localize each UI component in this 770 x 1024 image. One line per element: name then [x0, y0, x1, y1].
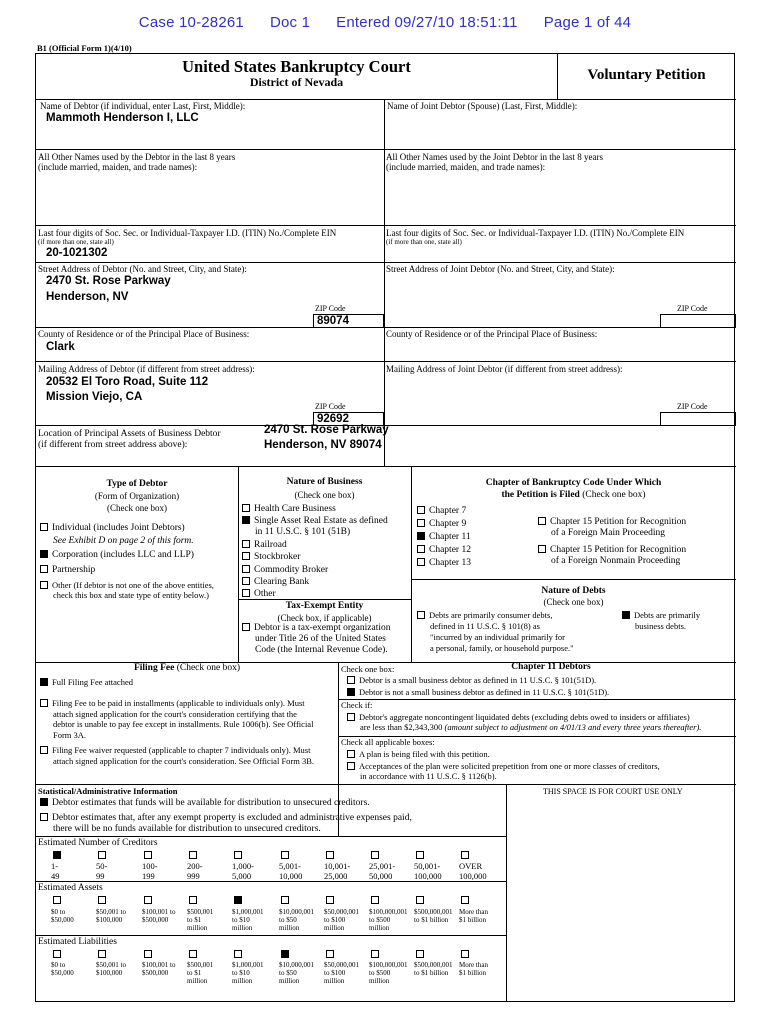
partnership-checkbox[interactable]	[40, 565, 48, 573]
corporation-checkbox[interactable]	[40, 550, 48, 558]
debtor-ein: 20-1021302	[46, 247, 108, 259]
creditors-option-5-label: 5,001- 10,000	[279, 861, 303, 881]
funds-available-option[interactable]: Debtor estimates that funds will be available for distribution to unsecured creditors.	[40, 798, 370, 809]
tax-exempt-sub: (Check box, if applicable)	[277, 613, 372, 623]
liabilities-option-9-checkbox[interactable]	[461, 950, 469, 958]
single-asset-checkbox[interactable]	[242, 516, 250, 524]
entered-date: Entered 09/27/10 18:51:11	[336, 14, 518, 31]
not-small-business-checkbox[interactable]	[347, 688, 355, 696]
creditors-option-8-label: 50,001- 100,000	[414, 861, 442, 881]
petition-title: Voluntary Petition	[587, 67, 706, 83]
chapter-11-checkbox[interactable]	[417, 532, 425, 540]
joint-zip-label: ZIP Code	[677, 304, 708, 313]
not-small-business-option[interactable]: Debtor is not a small business debtor as defined in 11 U.S.C. § 101(51D).	[347, 688, 609, 698]
installments-option[interactable]: Filing Fee to be paid in installments (applicable to individuals only). Must attach signed application for the court's consideration certifying that the debtor is unable to pay fee except in installments. Rule 1006(b). See Official Form 3A.	[40, 698, 313, 741]
location-line2: Henderson, NV 89074	[264, 439, 382, 451]
type-of-debtor-sub2: (Check one box)	[107, 503, 167, 513]
liabilities-option-2-checkbox[interactable]	[144, 950, 152, 958]
small-business-checkbox[interactable]	[347, 676, 355, 684]
assets-option-8-checkbox[interactable]	[416, 896, 424, 904]
no-funds-option[interactable]: Debtor estimates that, after any exempt property is excluded and administrative expenses paid, there will be no funds available for distribution to unsecured creditors.	[40, 813, 412, 835]
assets-option-7-checkbox[interactable]	[371, 896, 379, 904]
form-name: B1 (Official Form 1)(4/10)	[37, 43, 132, 53]
creditors-option-8-checkbox[interactable]	[416, 851, 424, 859]
chapter-7-option[interactable]: Chapter 7	[417, 506, 466, 517]
liabilities-option-0-label: $0 to $50,000	[51, 961, 74, 978]
debtor-county-label: County of Residence or of the Principal Place of Business:	[38, 329, 250, 339]
no-funds-checkbox[interactable]	[40, 813, 48, 821]
joint-name-label: Name of Joint Debtor (Spouse) (Last, First, Middle):	[387, 101, 578, 111]
liabilities-option-6-checkbox[interactable]	[326, 950, 334, 958]
creditors-option-4-label: 1,000- 5,000	[232, 861, 254, 881]
creditors-option-7-label: 25,001- 50,000	[369, 861, 396, 881]
debtor-street-line2: Henderson, NV	[46, 291, 129, 303]
nature-of-debts-title: Nature of Debts	[541, 586, 606, 596]
liabilities-option-7-checkbox[interactable]	[371, 950, 379, 958]
liabilities-option-0-checkbox[interactable]	[53, 950, 61, 958]
debtor-ein-note: (if more than one, state all)	[38, 238, 114, 246]
court-title: United States Bankruptcy Court	[182, 57, 411, 76]
fee-waiver-checkbox[interactable]	[40, 746, 48, 754]
acceptances-option[interactable]: Acceptances of the plan were solicited prepetition from one or more classes of creditors, in accordance with 11 U.S.C. § 1126(b).	[347, 762, 660, 782]
tax-exempt-title: Tax-Exempt Entity	[285, 601, 364, 611]
chapter-15-nonmain-checkbox[interactable]	[538, 545, 546, 553]
chapter-13-checkbox[interactable]	[417, 558, 425, 566]
chapter-7-checkbox[interactable]	[417, 506, 425, 514]
type-of-debtor-sub1: (Form of Organization)	[94, 491, 180, 501]
debtor-mailing-label: Mailing Address of Debtor (if different from street address):	[38, 364, 255, 374]
chapter-title-line1: Chapter of Bankruptcy Code Under Which	[485, 478, 662, 488]
debtor-mailing-line2: Mission Viejo, CA	[46, 391, 143, 403]
debtor-zip: 89074	[313, 314, 384, 327]
debtor-mailing-line1: 20532 El Toro Road, Suite 112	[46, 376, 209, 388]
debtor-other-names-label: All Other Names used by the Debtor in the last 8 years (include married, maiden, and trade names):	[38, 152, 236, 173]
joint-zip-box	[660, 314, 736, 327]
debtor-ein-label: Last four digits of Soc. Sec. or Individual-Taxpayer I.D. (ITIN) No./Complete EIN	[38, 228, 337, 238]
creditors-option-2-checkbox[interactable]	[144, 851, 152, 859]
liabilities-option-3-checkbox[interactable]	[189, 950, 197, 958]
chapter-9-option[interactable]: Chapter 9	[417, 519, 466, 530]
tax-exempt-option[interactable]: Debtor is a tax-exempt organization under Title 26 of the United States Code (the Internal Revenue Code).	[242, 623, 390, 656]
assets-option-5-label: $10,000,001 to $50 million	[279, 908, 314, 933]
aggregate-debts-option[interactable]: Debtor's aggregate noncontingent liquidated debts (excluding debts owed to insiders or affiliates) are less than $2,343,300 (amount subject to adjustment on 4/01/13 and every three years thereafter).	[347, 713, 701, 733]
creditors-option-6-checkbox[interactable]	[326, 851, 334, 859]
nature-of-business-title: Nature of Business	[286, 477, 363, 487]
assets-option-3-checkbox[interactable]	[189, 896, 197, 904]
chapter-15-nonmain-option[interactable]: Chapter 15 Petition for Recognition of a Foreign Nonmain Proceeding	[538, 545, 686, 567]
assets-option-2-checkbox[interactable]	[144, 896, 152, 904]
assets-option-9-checkbox[interactable]	[461, 896, 469, 904]
small-business-option[interactable]: Debtor is a small business debtor as defined in 11 U.S.C. § 101(51D).	[347, 676, 596, 686]
aggregate-debts-checkbox[interactable]	[347, 713, 355, 721]
assets-option-4-checkbox[interactable]	[234, 896, 242, 904]
individual-option[interactable]: Individual (includes Joint Debtors)	[40, 523, 185, 534]
liabilities-option-7-label: $100,000,001 to $500 million	[369, 961, 408, 986]
railroad-checkbox[interactable]	[242, 540, 250, 548]
check-one-label: Check one box:	[341, 664, 395, 674]
business-debts-option[interactable]: Debts are primarily business debts.	[622, 610, 700, 632]
chapter-11-option[interactable]: Chapter 11	[417, 532, 471, 543]
plan-filed-option[interactable]: A plan is being filed with this petition.	[347, 750, 490, 760]
business-clearing-bank[interactable]: Clearing Bank	[242, 577, 309, 588]
commodity-broker-checkbox[interactable]	[242, 565, 250, 573]
assets-option-2-label: $100,001 to $500,000	[142, 908, 176, 925]
debtor-zip-label: ZIP Code	[315, 304, 346, 313]
joint-mailing-zip-label: ZIP Code	[677, 402, 708, 411]
creditors-option-1-label: 50- 99	[96, 861, 108, 881]
liabilities-option-8-checkbox[interactable]	[416, 950, 424, 958]
corporation-option[interactable]: Corporation (includes LLC and LLP)	[40, 550, 194, 561]
joint-ein-note: (if more than one, state all)	[386, 238, 462, 246]
assets-option-6-label: $50,000,001 to $100 million	[324, 908, 359, 933]
creditors-option-6-label: 10,001- 25,000	[324, 861, 351, 881]
ecf-header	[0, 14, 770, 31]
creditors-option-3-checkbox[interactable]	[189, 851, 197, 859]
debtor-mailing-zip: 92692	[313, 412, 384, 425]
nature-of-business-sub: (Check one box)	[294, 490, 355, 500]
stockbroker-checkbox[interactable]	[242, 552, 250, 560]
assets-option-1-checkbox[interactable]	[98, 896, 106, 904]
joint-county-label: County of Residence or of the Principal Place of Business:	[386, 329, 598, 339]
assets-option-4-label: $1,000,001 to $10 million	[232, 908, 264, 933]
joint-ein-label: Last four digits of Soc. Sec. or Individual-Taxpayer I.D. (ITIN) No./Complete EIN	[386, 228, 685, 238]
liabilities-option-2-label: $100,001 to $500,000	[142, 961, 176, 978]
filing-fee-title: Filing Fee (Check one box)	[133, 663, 241, 673]
business-stockbroker[interactable]: Stockbroker	[242, 552, 300, 563]
chapter-15-main-option[interactable]: Chapter 15 Petition for Recognition of a Foreign Main Proceeding	[538, 517, 686, 539]
statistical-title: Statistical/Administrative Information	[38, 786, 178, 796]
creditors-option-1-checkbox[interactable]	[98, 851, 106, 859]
assets-option-8-label: $500,000,001 to $1 billion	[414, 908, 453, 925]
liabilities-option-8-label: $500,000,001 to $1 billion	[414, 961, 453, 978]
doc-number: Doc 1	[269, 14, 311, 31]
court-use-label: THIS SPACE IS FOR COURT USE ONLY	[543, 787, 683, 796]
liabilities-option-1-label: $50,001 to $100,000	[96, 961, 126, 978]
assets-option-0-checkbox[interactable]	[53, 896, 61, 904]
assets-option-5-checkbox[interactable]	[281, 896, 289, 904]
assets-title: Estimated Assets	[38, 883, 103, 893]
chapter-9-checkbox[interactable]	[417, 519, 425, 527]
creditors-option-5-checkbox[interactable]	[281, 851, 289, 859]
liabilities-title: Estimated Liabilities	[38, 937, 117, 947]
joint-mailing-zip-box	[660, 412, 736, 425]
creditors-option-0-label: 1- 49	[51, 861, 60, 881]
consumer-debts-checkbox[interactable]	[417, 611, 425, 619]
creditors-title: Estimated Number of Creditors	[38, 838, 158, 848]
liabilities-option-4-checkbox[interactable]	[234, 950, 242, 958]
location-label: Location of Principal Assets of Business Debtor (if different from street address above):	[38, 429, 221, 450]
full-filing-fee-option[interactable]: Full Filing Fee attached	[40, 678, 133, 688]
fee-waiver-option[interactable]: Filing Fee waiver requested (applicable to chapter 7 individuals only). Must attach signed application for the court's consideration. See Official Form 3B.	[40, 745, 314, 766]
tax-exempt-checkbox[interactable]	[242, 623, 250, 631]
assets-option-7-label: $100,000,001 to $500 million	[369, 908, 408, 933]
debtor-name-label: Name of Debtor (if individual, enter Last, First, Middle):	[40, 101, 246, 111]
assets-option-0-label: $0 to $50,000	[51, 908, 74, 925]
creditors-option-2-label: 100- 199	[142, 861, 158, 881]
assets-option-1-label: $50,001 to $100,000	[96, 908, 126, 925]
business-single-asset[interactable]: Single Asset Real Estate as defined in 11 U.S.C. § 101 (51B)	[242, 516, 388, 538]
health-care-checkbox[interactable]	[242, 504, 250, 512]
assets-option-6-checkbox[interactable]	[326, 896, 334, 904]
nature-of-debts-sub: (Check one box)	[543, 597, 604, 607]
check-if-label: Check if:	[341, 700, 373, 710]
joint-street-label: Street Address of Joint Debtor (No. and Street, City, and State):	[386, 264, 615, 274]
business-debts-checkbox[interactable]	[622, 611, 630, 619]
other-entity-checkbox[interactable]	[40, 581, 48, 589]
page-number: Page 1 of 44	[543, 14, 632, 31]
assets-option-3-label: $500,001 to $1 million	[187, 908, 214, 933]
type-of-debtor-title: Type of Debtor	[106, 479, 168, 489]
debtor-mailing-zip-label: ZIP Code	[315, 402, 346, 411]
creditors-option-4-checkbox[interactable]	[234, 851, 242, 859]
liabilities-option-6-label: $50,000,001 to $100 million	[324, 961, 359, 986]
liabilities-option-3-label: $500,001 to $1 million	[187, 961, 214, 986]
case-number: Case 10-28261	[138, 14, 244, 31]
liabilities-option-5-checkbox[interactable]	[281, 950, 289, 958]
liabilities-option-1-checkbox[interactable]	[98, 950, 106, 958]
full-filing-fee-checkbox[interactable]	[40, 678, 48, 686]
business-commodity-broker[interactable]: Commodity Broker	[242, 565, 328, 576]
business-health-care[interactable]: Health Care Business	[242, 504, 336, 515]
funds-available-checkbox[interactable]	[40, 798, 48, 806]
creditors-option-3-label: 200- 999	[187, 861, 203, 881]
creditors-option-9-label: OVER 100,000	[459, 861, 487, 881]
debtor-county: Clark	[46, 341, 75, 353]
joint-mailing-label: Mailing Address of Joint Debtor (if different from street address):	[386, 364, 623, 374]
location-line1: 2470 St. Rose Parkway	[264, 424, 389, 436]
creditors-option-9-checkbox[interactable]	[461, 851, 469, 859]
debtor-street-line1: 2470 St. Rose Parkway	[46, 275, 171, 287]
plan-filed-checkbox[interactable]	[347, 750, 355, 758]
voluntary-petition-form	[35, 53, 735, 1002]
business-other-checkbox[interactable]	[242, 589, 250, 597]
consumer-debts-option[interactable]: Debts are primarily consumer debts, defined in 11 U.S.C. § 101(8) as "incurred by an individual primarily for a personal, family, or household purpose."	[417, 610, 574, 654]
chapter-11-debtors-title: Chapter 11 Debtors	[511, 662, 591, 672]
chapter-12-checkbox[interactable]	[417, 545, 425, 553]
acceptances-checkbox[interactable]	[347, 762, 355, 770]
creditors-option-0-checkbox[interactable]	[53, 851, 61, 859]
court-district: District of Nevada	[249, 75, 344, 89]
liabilities-option-5-label: $10,000,001 to $50 million	[279, 961, 314, 986]
individual-checkbox[interactable]	[40, 523, 48, 531]
debtor-street-label: Street Address of Debtor (No. and Street, City, and State):	[38, 264, 247, 274]
partnership-option[interactable]: Partnership	[40, 565, 95, 576]
other-entity-option[interactable]: Other (If debtor is not one of the above entities, check this box and state type of entity below.)	[40, 581, 214, 601]
check-all-label: Check all applicable boxes:	[341, 737, 435, 747]
chapter-15-main-checkbox[interactable]	[538, 517, 546, 525]
liabilities-option-4-label: $1,000,001 to $10 million	[232, 961, 264, 986]
liabilities-option-9-label: More than $1 billion	[459, 961, 488, 978]
chapter-12-option[interactable]: Chapter 12	[417, 545, 471, 556]
exhibit-d-note: See Exhibit D on page 2 of this form.	[53, 536, 194, 546]
business-other[interactable]: Other	[242, 589, 276, 600]
business-railroad[interactable]: Railroad	[242, 540, 287, 551]
joint-other-names-label: All Other Names used by the Joint Debtor in the last 8 years (include married, maiden, and trade names):	[386, 152, 603, 173]
assets-option-9-label: More than $1 billion	[459, 908, 488, 925]
chapter-title-line2: the Petition is Filed (Check one box)	[501, 490, 646, 500]
clearing-bank-checkbox[interactable]	[242, 577, 250, 585]
installments-checkbox[interactable]	[40, 699, 48, 707]
chapter-13-option[interactable]: Chapter 13	[417, 558, 471, 569]
debtor-name: Mammoth Henderson I, LLC	[46, 112, 199, 124]
creditors-option-7-checkbox[interactable]	[371, 851, 379, 859]
